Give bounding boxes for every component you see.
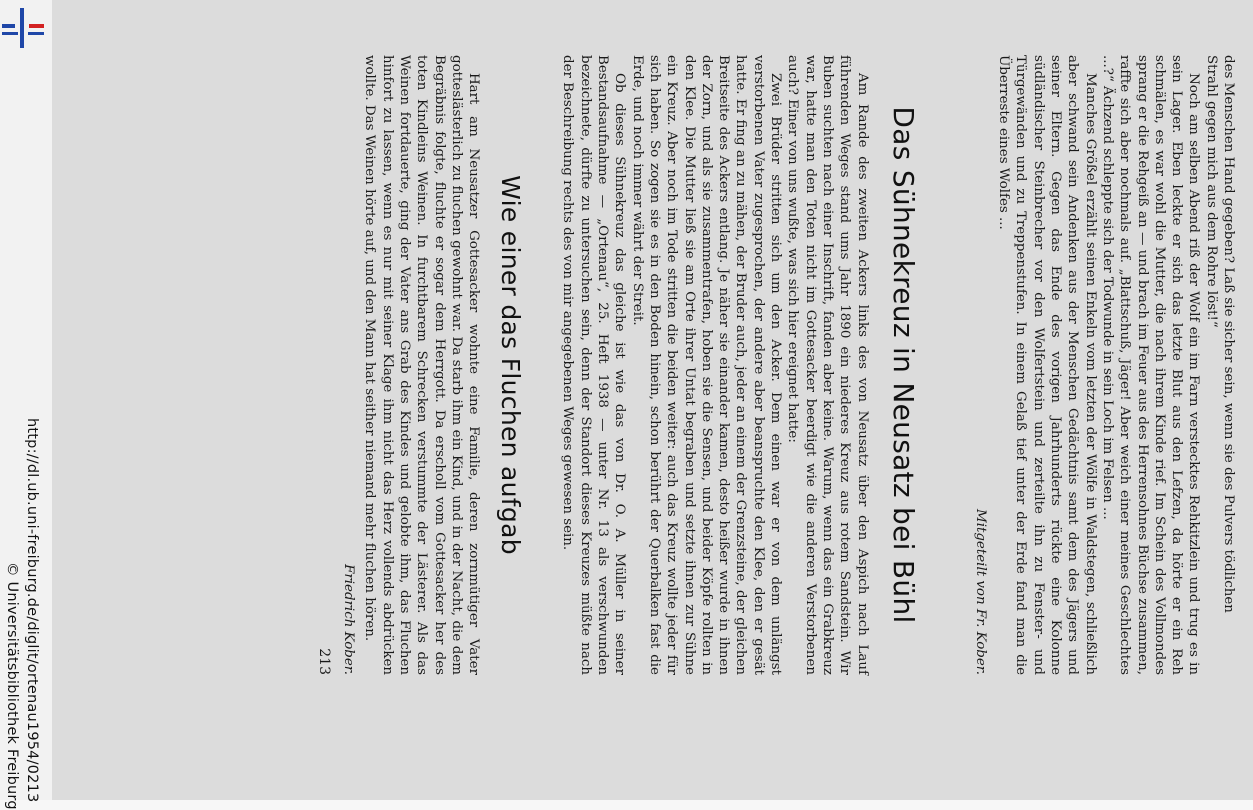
paragraph: Hart am Neusatzer Gottesacker wohnte eine Familie, deren zornmütiger Vater gotteslästerlich zu fluchen gewohnt war. Da starb ihm ein Kind, und in der Nacht, die dem Begräbnis folgte, fluchte er sogar dem Herrgott. Da erscholl vom Gottesacker her des toten Kindleins Weinen. In furchtbarem Schrecken verstummte der Lästerer. Als das Weinen fortdauerte, ging der Vater ans Grab des Kindes und gelobte ihm, das Fluchen hinfort zu lassen, wenn es nur mit seiner Klage ihm nicht das Herz vollends abdrücken wollte. Das Weinen hörte auf, und den Mann hat seither niemand mehr fluchen hören. xyxy=(362,55,482,675)
paragraph: Ob dieses Sühnekreuz das gleiche ist wie das von Dr. O. A. Müller in seiner Bestandsaufnahme — „Ortenau“, 25. Heft 1938 — unter Nr. 13 als verschwunden bezeichnete, dürfte zu untersuchen sein, denn der Standort dieses Kreuzes müßte nach der Beschreibung rechts des von mir angegebenen Weges gewesen sein. xyxy=(560,55,628,675)
paragraph: Zwei Brüder stritten sich um den Acker. Dem einen war er von dem unlängst verstorbenen Vater zugesprochen, der andere aber beanspruchte den Klee, den er gesät hatte. Er fing an zu mähen, der Bruder auch, jeder an einem der Grenzsteine, der gleichen Breitseite des Ackers entlang. Je näher sie einander kamen, desto heißer wurde in ihnen der Zorn, und als sie zusammentrafen, hoben sie die Sensen, und beider Köpfe rollten in den Klee. Die Mutter ließ sie am Orte ihrer Untat begraben und setzte ihnen zur Sühne ein Kreuz. Aber noch im Tode stritten die beiden weiter: auch das Kreuz wollte jeder für sich haben. So zogen sie es in den Boden hinein, schon berührt der Querbalken fast die Erde, und noch immer währt der Streit. xyxy=(629,55,784,675)
section-heading: Das Sühnekreuz in Neusatz bei Bühl xyxy=(886,106,920,624)
copyright-text: © Universitätsbibliothek Freiburg xyxy=(4,562,20,810)
intro-line: des Menschen Hand gegeben? Laß sie sicher sein, wenn sie des Pulvers tödlichen xyxy=(1221,55,1236,613)
intro-line: Strahl gegen mich aus dem Rohre löst!“ xyxy=(1203,55,1219,328)
page-content xyxy=(227,55,1237,675)
viewer-sidebar xyxy=(0,0,52,810)
source-url-text: http://dl.ub.uni-freiburg.de/diglit/ortenau1954/0213 xyxy=(24,418,40,803)
author-credit: Mitgeteilt von Fr. Kober. xyxy=(972,508,988,675)
paragraph: Noch am selben Abend riß der Wolf ein im Farn verstecktes Rehkitzlein und trug es in sein Lager. Eben leckte er sich das letzte Blut aus den Lefzen, da hörte er ein Reh schmälen, es war wohl die Mutter, die nach ihrem Kinde rief. Im Schein des Vollmondes sprang er die Rehgeiß an — und brach im Feuer aus des Herrensohnes Büchse zusammen, raffte sich aber nochmals auf. „Blattschuß, Jäger! Aber weich einer meines Geschlechtes ...?“ Ächzend schleppte sich der Todwunde in sein Loch im Felsen ... xyxy=(1099,55,1202,675)
author-credit: Friedrich Kober. xyxy=(341,564,357,675)
page-number: 213 xyxy=(315,648,332,675)
section-heading: Wie einer das Fluchen aufgab xyxy=(496,175,526,555)
scanned-page xyxy=(52,0,1253,800)
paragraph: Am Rande des zweiten Ackers links des von Neusatz über den Aspich nach Lauf führenden Weges stand ums Jahr 1890 ein niederes Kreuz aus rotem Sandstein. Wir Buben suchten nach einer Inschrift, fanden aber keine. Warum, wenn das ein Grabkreuz war, hatte man den Toten nicht im Gottesacker beerdigt wie die anderen Verstorbenen auch? Einer von uns wußte, was sich hier ereignet hatte: xyxy=(785,55,870,675)
paragraph: Manches Größel erzählt seinen Enkeln vom letzten der Wölfe in Waldstegen, schließlich aber schwand sein Andenken aus der Menschen Gedächtnis samt dem des Jägers und seiner Eltern. Gegen das Ende des vorigen Jahrhunderts rückte eine Kolonne südländischer Steinbrecher vor den Wolfertstein und zerteilte ihn zu Fenster- und Türgewänden und zu Treppenstufen. In einem Gelaß tief unter der Erde fand man die Überreste eines Wolfes ... xyxy=(996,55,1098,675)
